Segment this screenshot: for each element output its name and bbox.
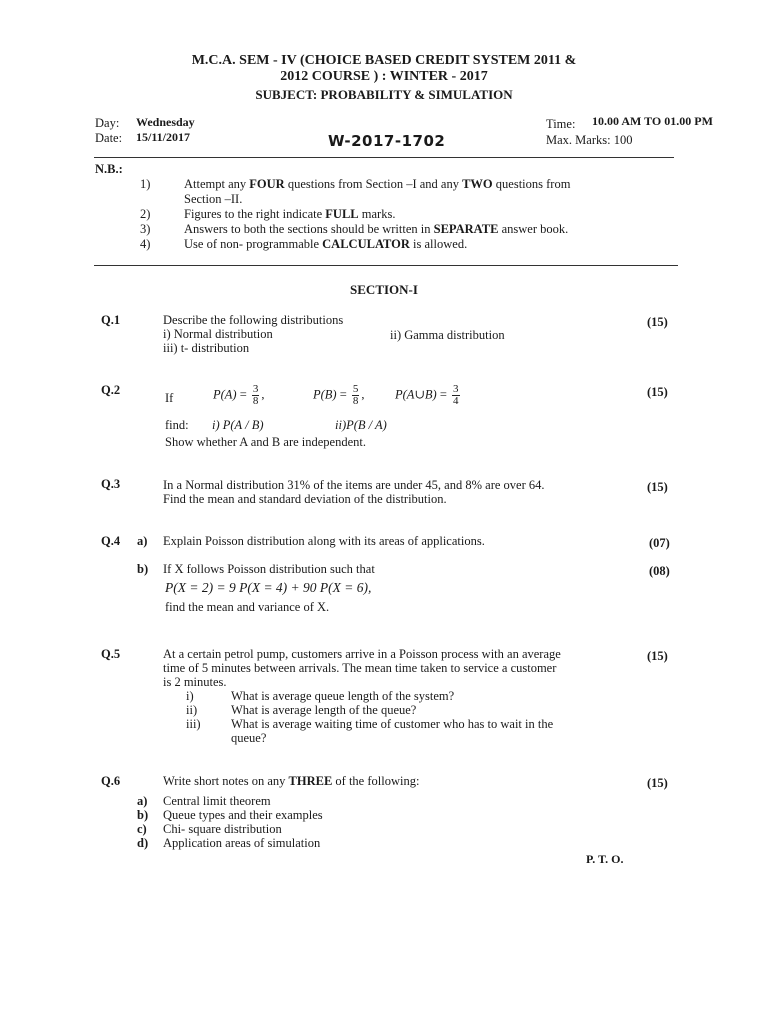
question-text: Describe the following distributions — [163, 313, 344, 327]
question-subitem: ii) Gamma distribution — [390, 328, 505, 342]
question-marks: (15) — [647, 385, 668, 399]
probability-a: P(A) = $\frac{3}{8}$ , — [213, 383, 265, 407]
max-marks: Max. Marks: 100 — [546, 133, 633, 147]
nb-item-number: 4) — [140, 237, 151, 251]
probability-a-union-b: P(A∪B) = $\frac{3}{4}$ — [395, 383, 459, 407]
divider — [94, 157, 674, 158]
subquestion-label: a) — [137, 794, 148, 808]
question-subitem: Chi- square distribution — [163, 822, 282, 836]
question-text: find: — [165, 418, 189, 432]
question-text: At a certain petrol pump, customers arrive in a Poisson process with an average — [163, 647, 561, 661]
question-number: Q.6 — [101, 774, 121, 788]
nb-item-text: Attempt any FOUR questions from Section –I and any TWO questions from — [184, 177, 571, 191]
nb-item-text: Answers to both the sections should be written in SEPARATE answer book. — [184, 222, 569, 236]
question-text: is 2 minutes. — [163, 675, 227, 689]
question-subitem: What is average queue length of the system? — [231, 689, 455, 703]
exam-title-line-1: M.C.A. SEM - IV (CHOICE BASED CREDIT SYSTEM 2011 & — [191, 53, 577, 68]
question-text: time of 5 minutes between arrivals. The mean time taken to service a customer — [163, 661, 557, 675]
question-subitem: Central limit theorem — [163, 794, 271, 808]
question-subitem: iii) t- distribution — [163, 341, 250, 355]
question-number: Q.2 — [101, 383, 121, 397]
question-marks: (07) — [649, 536, 670, 550]
question-number: Q.1 — [101, 313, 121, 327]
question-marks: (08) — [649, 564, 670, 578]
question-marks: (15) — [647, 480, 668, 494]
question-subitem-continuation: queue? — [231, 731, 267, 745]
question-number: Q.4 — [101, 534, 121, 548]
question-text: Find the mean and standard deviation of the distribution. — [163, 492, 447, 506]
nb-item-number: 2) — [140, 207, 151, 221]
pto-marker: P. T. O. — [586, 852, 624, 866]
question-subitem: What is average length of the queue? — [231, 703, 417, 717]
question-subitem-number: ii) — [186, 703, 198, 717]
question-text: If X follows Poisson distribution such that — [163, 562, 375, 576]
nb-item-continuation: Section –II. — [184, 192, 243, 206]
subquestion-label: c) — [137, 822, 147, 836]
nb-item-number: 1) — [140, 177, 151, 191]
nb-item-text: Use of non- programmable CALCULATOR is allowed. — [184, 237, 468, 251]
question-text: Show whether A and B are independent. — [165, 435, 366, 449]
question-subitem: What is average waiting time of customer who has to wait in the — [231, 717, 554, 731]
nb-item-number: 3) — [140, 222, 151, 236]
poisson-equation: P(X = 2) = 9 P(X = 4) + 90 P(X = 6), — [165, 580, 372, 595]
nb-label: N.B.: — [95, 162, 123, 176]
question-subitem-number: i) — [186, 689, 194, 703]
question-text: Explain Poisson distribution along with its areas of applications. — [163, 534, 485, 548]
question-subitem: i) P(A / B) — [212, 418, 264, 432]
time-label: Time: — [546, 117, 576, 131]
date-value: 15/11/2017 — [136, 130, 191, 144]
question-number: Q.3 — [101, 477, 121, 491]
question-marks: (15) — [647, 315, 668, 329]
divider — [94, 265, 678, 266]
exam-code: W-2017-1702 — [328, 132, 446, 150]
question-text: Write short notes on any THREE of the following: — [163, 774, 420, 788]
time-value: 10.00 AM TO 01.00 PM — [592, 114, 713, 128]
question-subitem-number: iii) — [186, 717, 201, 731]
subquestion-label: b) — [137, 808, 149, 822]
section-title: SECTION-I — [350, 282, 418, 297]
date-label: Date: — [95, 131, 123, 145]
question-text: If — [165, 391, 174, 405]
question-text: find the mean and variance of X. — [165, 600, 330, 614]
question-subitem: i) Normal distribution — [163, 327, 273, 341]
subquestion-label: d) — [137, 836, 149, 850]
nb-item-text: Figures to the right indicate FULL marks. — [184, 207, 396, 221]
day-label: Day: — [95, 116, 120, 130]
question-subitem: ii)P(B / A) — [335, 418, 387, 432]
question-marks: (15) — [647, 649, 668, 663]
day-value: Wednesday — [136, 115, 195, 129]
subject-title: SUBJECT: PROBABILITY & SIMULATION — [255, 87, 513, 102]
question-text: In a Normal distribution 31% of the items are under 45, and 8% are over 64. — [163, 478, 545, 492]
exam-title-line-2: 2012 COURSE ) : WINTER - 2017 — [280, 69, 488, 84]
subquestion-label: a) — [137, 534, 148, 548]
question-number: Q.5 — [101, 647, 121, 661]
question-subitem: Queue types and their examples — [163, 808, 323, 822]
question-marks: (15) — [647, 776, 668, 790]
question-subitem: Application areas of simulation — [163, 836, 321, 850]
probability-b: P(B) = $\frac{5}{8}$ , — [313, 383, 365, 407]
subquestion-label: b) — [137, 562, 149, 576]
